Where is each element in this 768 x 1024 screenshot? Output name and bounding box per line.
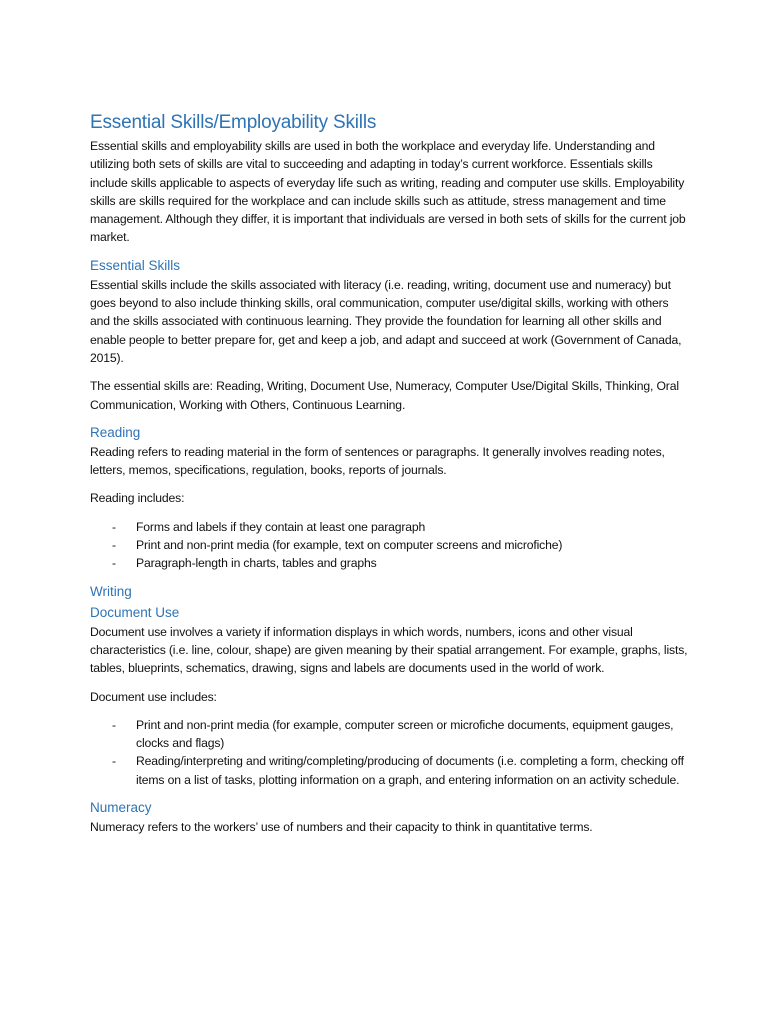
- list-item-text: Reading/interpreting and writing/completing/producing of documents (i.e. completing a form, checking off items on a list of tasks, plotting information on a graph, and entering information on an activity schedule.: [136, 754, 684, 787]
- reading-heading: Reading: [90, 424, 141, 440]
- dash-bullet: -: [112, 556, 116, 571]
- intro-paragraph: Essential skills and employability skills are used in both the workplace and everyday life. Understanding and utilizing both sets of skills are vital to succeeding and adapting in today’s current workforce. Essentials skills include skills applicable to aspects of everyday life such as writing, reading and computer use skills. Employability skills are skills required for the workplace and can include skills such as attitude, stress management and time management. Although they differ, it is important that individuals are versed in both sets of skills for the current job market.: [90, 139, 686, 245]
- essential-skills-heading: Essential Skills: [90, 257, 181, 273]
- page-title: Essential Skills/Employability Skills: [90, 112, 377, 133]
- list-item-text: Paragraph-length in charts, tables and graphs: [136, 556, 377, 571]
- document-use-heading: Document Use: [90, 604, 180, 620]
- list-item: [90, 554, 688, 572]
- dash-bullet: -: [112, 754, 116, 769]
- list-item-text: Print and non-print media (for example, computer screen or microfiche documents, equipment gauges, clocks and flags): [136, 717, 674, 751]
- document-use-paragraph: Document use involves a variety if information displays in which words, numbers, icons and other visual characteristics (i.e. line, colour, shape) are given meaning by their spatial arrangement. For example, graphs, lists, tables, blueprints, schematics, drawing, signs and labels are documents used in the world of work.: [90, 624, 688, 676]
- list-item: [90, 536, 688, 554]
- document-page: [90, 111, 688, 846]
- numeracy-section: [90, 799, 688, 836]
- list-item-text: Print and non-print media (for example, text on computer screens and microfiche): [136, 538, 563, 553]
- document-use-section: [90, 604, 688, 789]
- reading-section: [90, 424, 688, 573]
- numeracy-paragraph: Numeracy refers to the workers’ use of numbers and their capacity to think in quantitative terms.: [90, 820, 593, 835]
- dash-bullet: -: [112, 538, 116, 553]
- list-item-text: Forms and labels if they contain at least one paragraph: [136, 519, 426, 534]
- reading-paragraph: Reading refers to reading material in the form of sentences or paragraphs. It generally involves reading notes, letters, memos, specifications, regulation, books, reports of journals.: [90, 444, 665, 478]
- numeracy-heading: Numeracy: [90, 800, 152, 816]
- essential-skills-paragraph: Essential skills include the skills associated with literacy (i.e. reading, writing, document use and numeracy) but goes beyond to also include thinking skills, oral communication, computer use/digital skills, working with others and the skills associated with continuous learning. They provide the foundation for learning all other skills and enable people to better prepare for, get and keep a job, and adapt and succeed at work (Government of Canada, 2015).: [90, 277, 682, 365]
- reading-list: [90, 518, 688, 573]
- dash-bullet: -: [112, 519, 116, 534]
- document-use-list: [90, 716, 688, 789]
- dash-bullet: -: [112, 717, 116, 732]
- list-item: [90, 518, 688, 536]
- writing-heading: Writing: [90, 583, 132, 599]
- essential-skills-section: [90, 257, 688, 414]
- list-item: [90, 752, 688, 789]
- reading-includes-label: Reading includes:: [90, 491, 185, 506]
- document-use-includes-label: Document use includes:: [90, 689, 217, 704]
- essential-skills-list-paragraph: The essential skills are: Reading, Writing, Document Use, Numeracy, Computer Use/Digital Skills, Thinking, Oral Communication, Working with Others, Continuous Learning.: [90, 379, 679, 412]
- writing-section: [90, 583, 688, 601]
- list-item: [90, 716, 688, 753]
